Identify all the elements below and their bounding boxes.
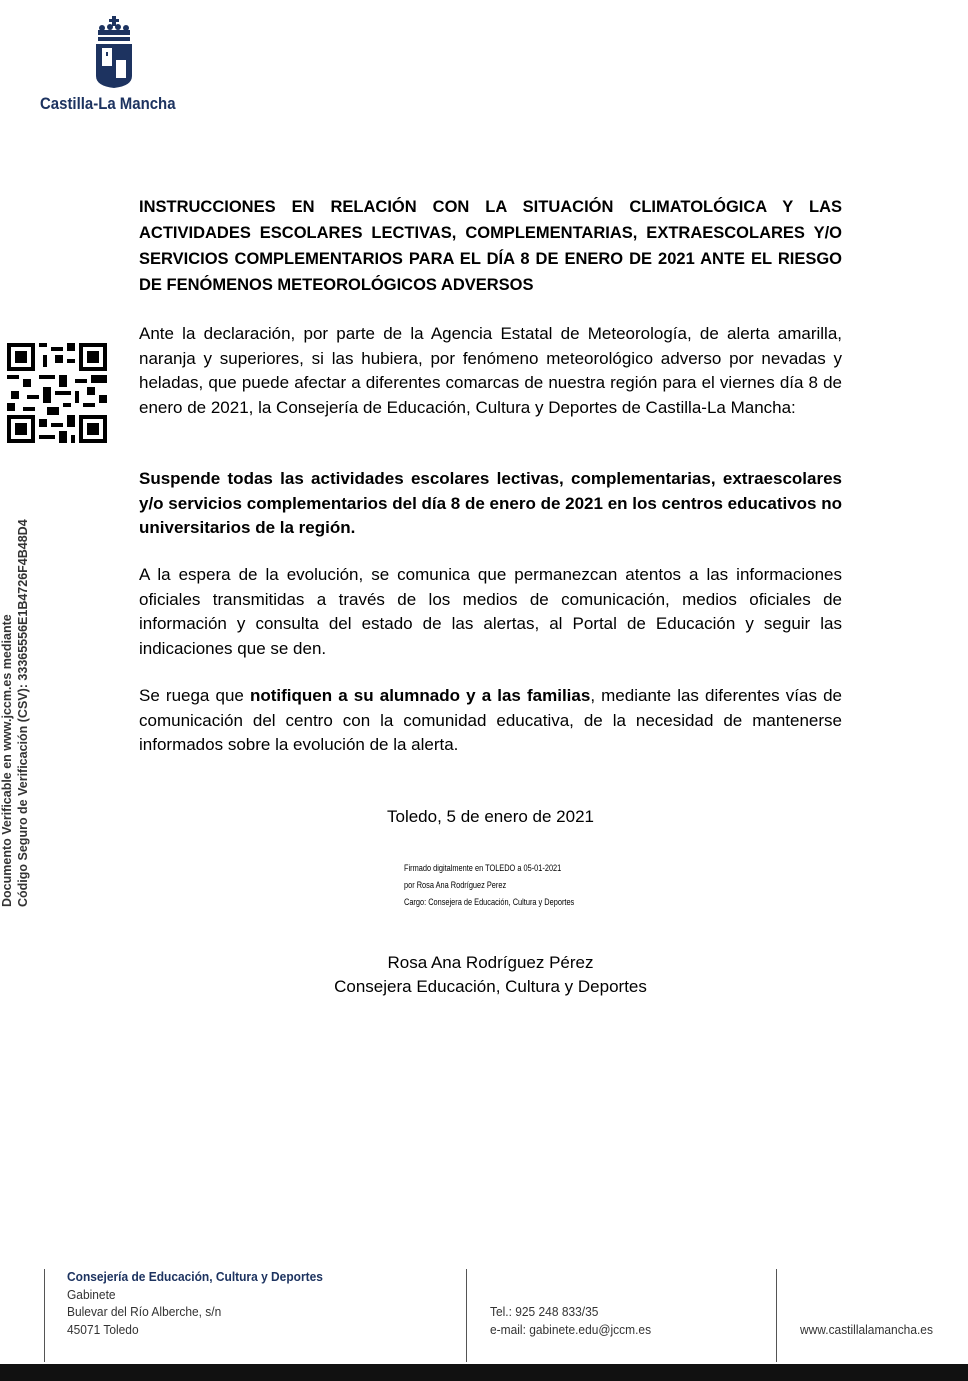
footer-office: Gabinete bbox=[67, 1286, 116, 1302]
logo-text: Castilla-La Mancha bbox=[40, 94, 176, 113]
paragraph-evolution: A la espera de la evolución, se comunica que permanezcan atentos a las informaciones oficiales transmitidas a través de los medios de comunicación, medios oficiales de información y consulta del estado de las alertas, al Portal de Educación y seguir las indicaciones que se den. bbox=[139, 565, 842, 658]
footer-phone: Tel.: 925 248 833/35 bbox=[490, 1304, 599, 1319]
footer-address bbox=[67, 1268, 323, 1338]
paragraph-suspension: Suspende todas las actividades escolares lectivas, complementarias, extraescolares y/o servicios complementarios del día 8 de enero de 2021 en los centros educativos no universitarios de la región. bbox=[139, 469, 842, 537]
signer-position: Consejera Educación, Cultura y Deportes bbox=[334, 977, 647, 996]
verification-line-1: Documento Verificable en www.jccm.es mediante bbox=[0, 614, 14, 907]
logo bbox=[40, 14, 190, 114]
verification-text bbox=[0, 519, 31, 907]
verification-csv-line: Código Seguro de Verificación (CSV): 33365556E1B4726F4B48D4 bbox=[16, 519, 30, 907]
footer-email[interactable]: e-mail: gabinete.edu@jccm.es bbox=[490, 1321, 652, 1337]
footer-contact bbox=[490, 1303, 651, 1338]
signature-line-2: por Rosa Ana Rodríguez Perez bbox=[404, 880, 507, 890]
footer-divider bbox=[776, 1269, 777, 1362]
bottom-bar bbox=[0, 1364, 968, 1381]
request-text-start: Se ruega que bbox=[139, 686, 250, 705]
document-title: INSTRUCCIONES EN RELACIÓN CON LA SITUACIÓN CLIMATOLÓGICA Y LAS ACTIVIDADES ESCOLARES LECTIVAS, COMPLEMENTARIAS, EXTRAESCOLARES Y/O SERVICIOS COMPLEMENTARIOS PARA EL DÍA 8 DE ENERO DE 2021 ANTE EL RIESGO DE FENÓMENOS METEOROLÓGICOS ADVERSOS bbox=[139, 198, 842, 294]
footer-divider bbox=[44, 1269, 45, 1362]
signature-line-1: Firmado digitalmente en TOLEDO a 05-01-2021 bbox=[404, 863, 562, 873]
footer-department: Consejería de Educación, Cultura y Deportes bbox=[67, 1269, 323, 1284]
request-text-bold: notifiquen a su alumnado y a las familias bbox=[249, 686, 591, 705]
footer-divider bbox=[466, 1269, 467, 1362]
request-text-end: , mediante las diferentes vías de comunicación del centro con la comunidad educativa, de la necesidad de mantenerse informados sobre la evolución de la alerta. bbox=[139, 686, 842, 754]
place-date: Toledo, 5 de enero de 2021 bbox=[386, 807, 594, 826]
footer-city: 45071 Toledo bbox=[67, 1321, 139, 1337]
footer-street: Bulevar del Río Alberche, s/n bbox=[67, 1304, 222, 1319]
paragraph-request bbox=[139, 684, 842, 758]
digital-signature-stamp bbox=[404, 860, 574, 911]
signer-name: Rosa Ana Rodríguez Pérez bbox=[387, 953, 594, 972]
qr-code-icon bbox=[7, 343, 107, 443]
signature-line-3: Cargo: Consejera de Educación, Cultura y Deportes bbox=[404, 897, 575, 907]
coat-of-arms-icon bbox=[92, 14, 136, 90]
paragraph-intro: Ante la declaración, por parte de la Agencia Estatal de Meteorología, de alerta amarilla, naranja y superiores, si las hubiera, por fenómeno meteorológico adverso por nevadas y heladas, que puede afectar a diferentes comarcas de nuestra región para el viernes día 8 de enero de 2021, la Consejería de Educación, Cultura y Deportes de Castilla-La Mancha: bbox=[139, 324, 842, 417]
footer-website[interactable]: www.castillalamancha.es bbox=[800, 1322, 933, 1337]
